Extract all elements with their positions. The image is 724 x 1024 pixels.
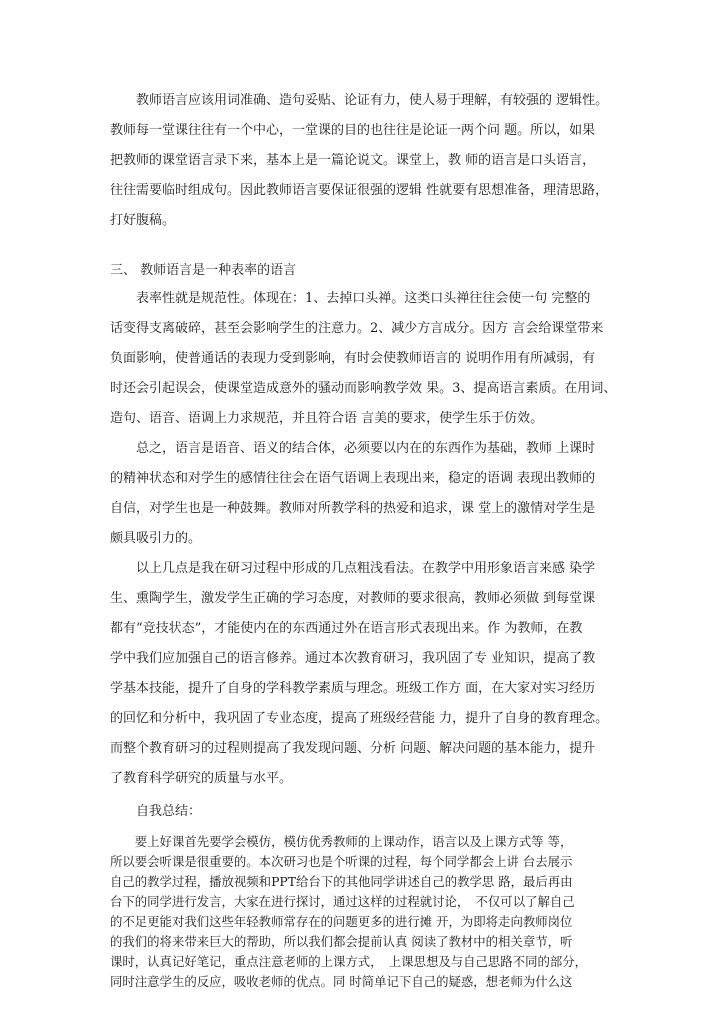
text-line: 自我总结： — [110, 804, 202, 819]
text-line: 所以要会听课是很重要的。本次研习也是个听课的过程，每个同学都会上讲 台去展示 — [110, 854, 573, 869]
text-line: 颇具吸引力的。 — [110, 531, 202, 546]
text-line: 教师每一堂课往往有一个中心，一堂课的目的也往往是论证一两个问 题。所以，如果 — [110, 123, 596, 138]
text-line: 都有“竞技状态”，才能使内在的东西通过外在语言形式表现出来。作 为教师，在教 — [110, 621, 583, 636]
text-line: 同时注意学生的反应，吸收老师的优点。同 时简单记下自己的疑惑，想老师为什么这 — [110, 974, 573, 989]
text-line: 表率性就是规范性。体现在：1、去掉口头禅。这类口头禅往往会使一句 完整的 — [110, 291, 591, 306]
text-line: 话变得支离破碎，甚至会影响学生的注意力。2、减少方言成分。因方 言会给课堂带来 — [110, 321, 604, 336]
text-line: 负面影响，使普通话的表现力受到影响，有时会使教师语言的 说明作用有所减弱，有 — [110, 351, 596, 366]
text-line: 学中我们应加强自己的语言修养。通过本次教育研习，我巩固了专 业知识，提高了教 — [110, 651, 596, 666]
text-line: 的不足更能对我们这些年轻教师常存在的问题更多的进行摊 开，为即将走向教师岗位 — [110, 914, 573, 929]
text-line: 总之，语言是语音、语义的结合体，必须要以内在的东西作为基础，教师 上课时 — [110, 441, 596, 456]
text-line: 学基本技能，提升了自身的学科教学素质与理念。班级工作方 面，在大家对实习经历 — [110, 681, 596, 696]
text-line: 打好腹稿。 — [110, 213, 176, 228]
text-line: 的我们的将来带来巨大的帮助，所以我们都会提前认真 阅读了教材中的相关章节，听 — [110, 934, 573, 949]
text-line: 而整个教育研习的过程则提高了我发现问题、分析 问题、解决问题的基本能力，提升 — [110, 741, 596, 756]
text-line: 课时，认真记好笔记，重点注意老师的上课方式， 上课思想及与自己思路不同的部分， — [110, 954, 588, 969]
text-line: 自己的教学过程，播放视频和PPT给台下的其他同学讲述自己的教学思 路，最后再由 — [110, 874, 573, 889]
text-line: 的精神状态和对学生的感情往往会在语气语调上表现出来，稳定的语调 表现出教师的 — [110, 471, 596, 486]
text-line: 的回忆和分析中，我巩固了专业态度，提高了班级经营能 力，提升了自身的教育理念。 — [110, 711, 609, 726]
text-line: 把教师的课堂语言录下来，基本上是一篇论说文。课堂上，教 师的语言是口头语言， — [110, 153, 596, 168]
text-line: 自信，对学生也是一种鼓舞。教师对所教学科的热爱和追求，课 堂上的激情对学生是 — [110, 501, 596, 516]
text-line: 生、熏陶学生，激发学生正确的学习态度，对教师的要求很高，教师必须做 到每堂课 — [110, 591, 596, 606]
text-line: 台下的同学进行发言，大家在进行探讨，通过这样的过程就讨论， 不仅可以了解自己 — [110, 894, 575, 909]
text-line: 三、 教师语言是一种表率的语言 — [110, 263, 297, 278]
text-line: 教师语言应该用词准确、造句妥贴、论证有力，使人易于理解，有较强的 逻辑性。 — [110, 93, 609, 108]
text-line: 造句、语音、语调上力求规范，并且符合语 言美的要求，使学生乐于仿效。 — [110, 411, 544, 426]
text-line: 要上好课首先要学会模仿，模仿优秀教师的上课动作，语言以及上课方式等 等， — [110, 834, 573, 849]
text-line: 时还会引起误会，使课堂造成意外的骚动而影响教学效 果。3、提高语言素质。在用词、 — [110, 381, 617, 396]
text-line: 以上几点是我在研习过程中形成的几点粗浅看法。在教学中用形象语言来感 染学 — [110, 561, 596, 576]
text-line: 往往需要临时组成句。因此教师语言要保证很强的逻辑 性就要有思想准备，理清思路， — [110, 183, 609, 198]
text-line: 了教育科学研究的质量与水平。 — [110, 771, 293, 786]
